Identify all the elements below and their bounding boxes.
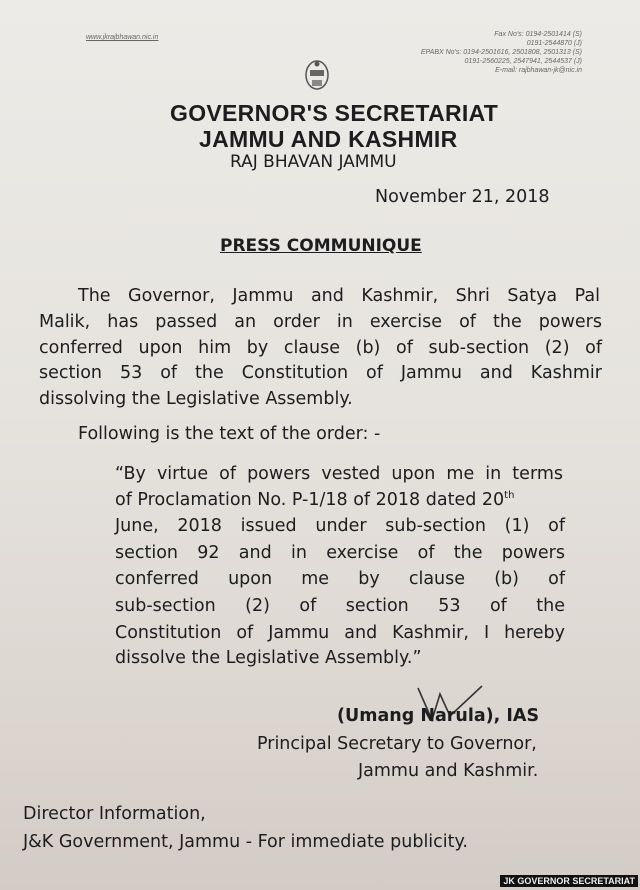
para1-line: Malik, has passed an order in exercise of the powers [39,312,602,332]
para1-line: dissolving the Legislative Assembly. [39,389,353,409]
recipient-line: Director Information, [23,804,206,824]
image-credit: JK GOVERNOR SECRETARIAT [500,875,638,887]
quote-line: sub-section (2) of section 53 of the [115,596,565,616]
epabx-1: EPABX No's: 0194-2501616, 2501808, 2501313 (S) [420,49,582,56]
recipient-line: J&K Government, Jammu - For immediate publicity. [23,832,468,852]
fax-2: 0191-2544870 (J) [526,40,582,47]
para1-line: conferred upon him by clause (b) of sub-section (2) of [39,338,602,358]
heading: PRESS COMMUNIQUE [220,236,422,256]
email: E-mail: rajbhawan-jk@nic.in [495,67,582,74]
website: www.jkrajbhawan.nic.in [86,34,159,41]
title-secretariat: GOVERNOR'S SECRETARIAT [170,100,499,126]
date: November 21, 2018 [375,187,550,207]
para1-line: section 53 of the Constitution of Jammu and Kashmir [39,363,602,383]
quote-line: dissolve the Legislative Assembly.” [115,648,422,668]
quote-line: section 92 and in exercise of the powers [115,543,565,563]
quote-line: Constitution of Jammu and Kashmir, I hereby [115,623,565,643]
signatory-title: Principal Secretary to Governor, [257,734,537,754]
quote-line: June, 2018 issued under sub-section (1) of [115,516,565,536]
signatory-place: Jammu and Kashmir. [358,761,539,781]
signatory-name: (Umang Narula), IAS [337,706,540,726]
contact-block [421,30,582,75]
title-state: JAMMU AND KASHMIR [199,126,458,152]
fax-1: Fax No's: 0194-2501414 (S) [494,31,582,38]
quote-line: of Proclamation No. P-1/18 of 2018 dated 20th [115,490,515,510]
epabx-2: 0191-2560225, 2547941, 2544537 (J) [464,58,582,65]
quote-line: “By virtue of powers vested upon me in terms [115,464,563,484]
quote-line: conferred upon me by clause (b) of [115,569,565,589]
para1-line: The Governor, Jammu and Kashmir, Shri Satya Pal [78,286,600,306]
para2: Following is the text of the order: - [78,424,381,444]
emblem-icon [303,58,331,94]
title-raj-bhavan: RAJ BHAVAN JAMMU [230,152,397,172]
